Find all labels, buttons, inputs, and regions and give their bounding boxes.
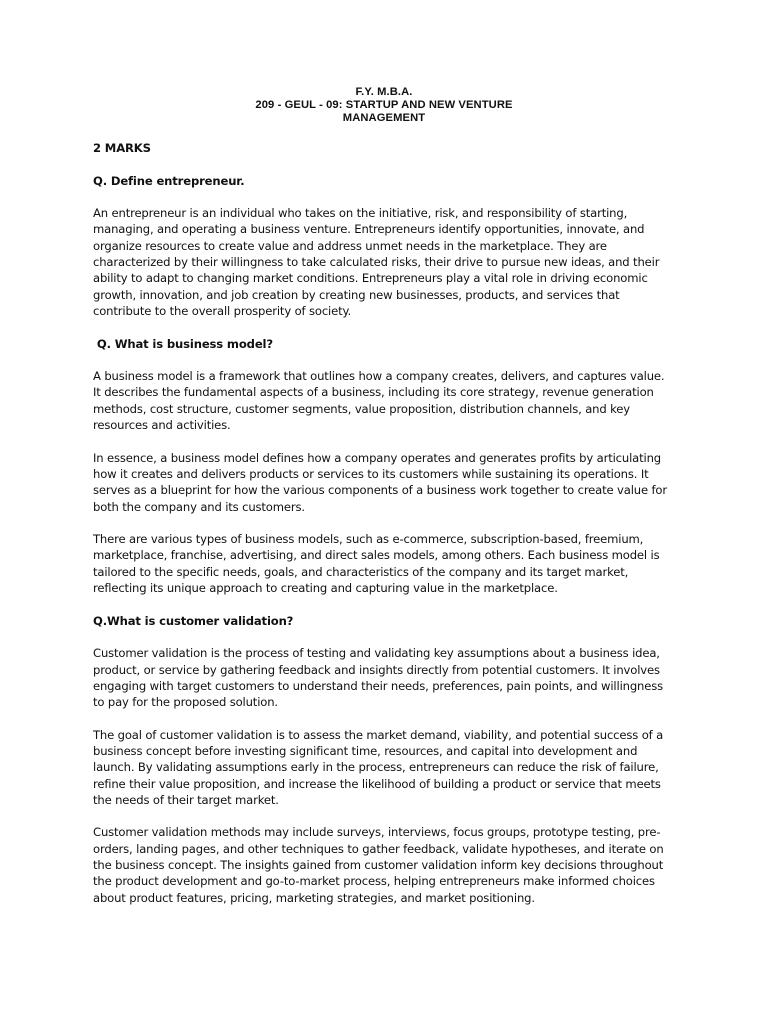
text-line: There are various types of business models, such as e-commerce, subscription-based, freemium, <box>93 532 644 547</box>
text-line: the product development and go-to-market process, helping entrepreneurs make informed choices <box>93 874 655 889</box>
text-line: engaging with target customers to understand their needs, preferences, pain points, and willingness <box>93 678 664 693</box>
answer-3-paragraph-2 <box>93 727 681 808</box>
course-level: F.Y. M.B.A. <box>355 86 413 98</box>
text-line: A business model is a framework that outlines how a company creates, delivers, and captures value. <box>93 369 665 384</box>
question-1: Q. Define entrepreneur. <box>93 173 245 188</box>
answer-2-paragraph-3 <box>93 531 681 596</box>
answer-1-paragraph <box>93 205 681 319</box>
answer-3-paragraph-1 <box>93 645 681 710</box>
answer-2-paragraph-1 <box>93 368 681 433</box>
text-line: how it creates and delivers products or services to its customers while sustaining its operations. It <box>93 466 649 481</box>
question-2: Q. What is business model? <box>93 336 273 351</box>
text-line: orders, landing pages, and other techniques to gather feedback, validate hypotheses, and iterate on <box>93 841 664 856</box>
course-title-cont: MANAGEMENT <box>342 112 426 124</box>
text-line: reflecting its unique approach to creating and capturing value in the marketplace. <box>93 581 558 596</box>
text-line: tailored to the specific needs, goals, and characteristics of the company and its target market, <box>93 564 629 579</box>
text-line: resources and activities. <box>93 418 231 433</box>
text-line: methods, cost structure, customer segments, value proposition, distribution channels, and key <box>93 401 630 416</box>
text-line: the business concept. The insights gained from customer validation inform key decisions throughout <box>93 858 664 873</box>
text-line: marketplace, franchise, advertising, and direct sales models, among others. Each business model is <box>93 548 660 563</box>
text-line: business concept before investing significant time, resources, and capital into development and <box>93 743 638 758</box>
text-line: refine their value proposition, and increase the likelihood of building a product or service that meets <box>93 776 661 791</box>
text-line: to pay for the proposed solution. <box>93 695 278 710</box>
text-line: characterized by their willingness to take calculated risks, their drive to pursue new ideas, and their <box>93 255 660 270</box>
document-body <box>93 140 681 906</box>
course-title: 209 - GEUL - 09: STARTUP AND NEW VENTURE <box>255 99 513 111</box>
text-line: An entrepreneur is an individual who takes on the initiative, risk, and responsibility of starting, <box>93 206 628 221</box>
question-3: Q.What is customer validation? <box>93 613 294 628</box>
text-line: about product features, pricing, marketing strategies, and market positioning. <box>93 890 535 905</box>
text-line: The goal of customer validation is to assess the market demand, viability, and potential success of a <box>93 727 664 742</box>
text-line: Customer validation methods may include surveys, interviews, focus groups, prototype testing, pre- <box>93 825 661 840</box>
answer-3-paragraph-3 <box>93 824 681 905</box>
text-line: It describes the fundamental aspects of a business, including its core strategy, revenue generation <box>93 385 654 400</box>
text-line: In essence, a business model defines how a company operates and generates profits by articulating <box>93 450 661 465</box>
text-line: contribute to the overall prosperity of society. <box>93 303 352 318</box>
text-line: the needs of their target market. <box>93 792 279 807</box>
text-line: launch. By validating assumptions early in the process, entrepreneurs can reduce the risk of failure, <box>93 760 659 775</box>
text-line: serves as a blueprint for how the various components of a business work together to create value for <box>93 483 667 498</box>
answer-2-paragraph-2 <box>93 450 681 515</box>
marks-heading: 2 MARKS <box>93 141 151 155</box>
text-line: organize resources to create value and address unmet needs in the marketplace. They are <box>93 238 607 253</box>
text-line: Customer validation is the process of testing and validating key assumptions about a business idea, <box>93 646 660 661</box>
document-header <box>0 86 768 125</box>
text-line: ability to adapt to changing market conditions. Entrepreneurs play a vital role in driving economic <box>93 271 648 286</box>
text-line: growth, innovation, and job creation by creating new businesses, products, and services that <box>93 287 620 302</box>
text-line: product, or service by gathering feedback and insights directly from potential customers. It involves <box>93 662 660 677</box>
text-line: both the company and its customers. <box>93 499 305 514</box>
text-line: managing, and operating a business venture. Entrepreneurs identify opportunities, innovate, and <box>93 222 645 237</box>
